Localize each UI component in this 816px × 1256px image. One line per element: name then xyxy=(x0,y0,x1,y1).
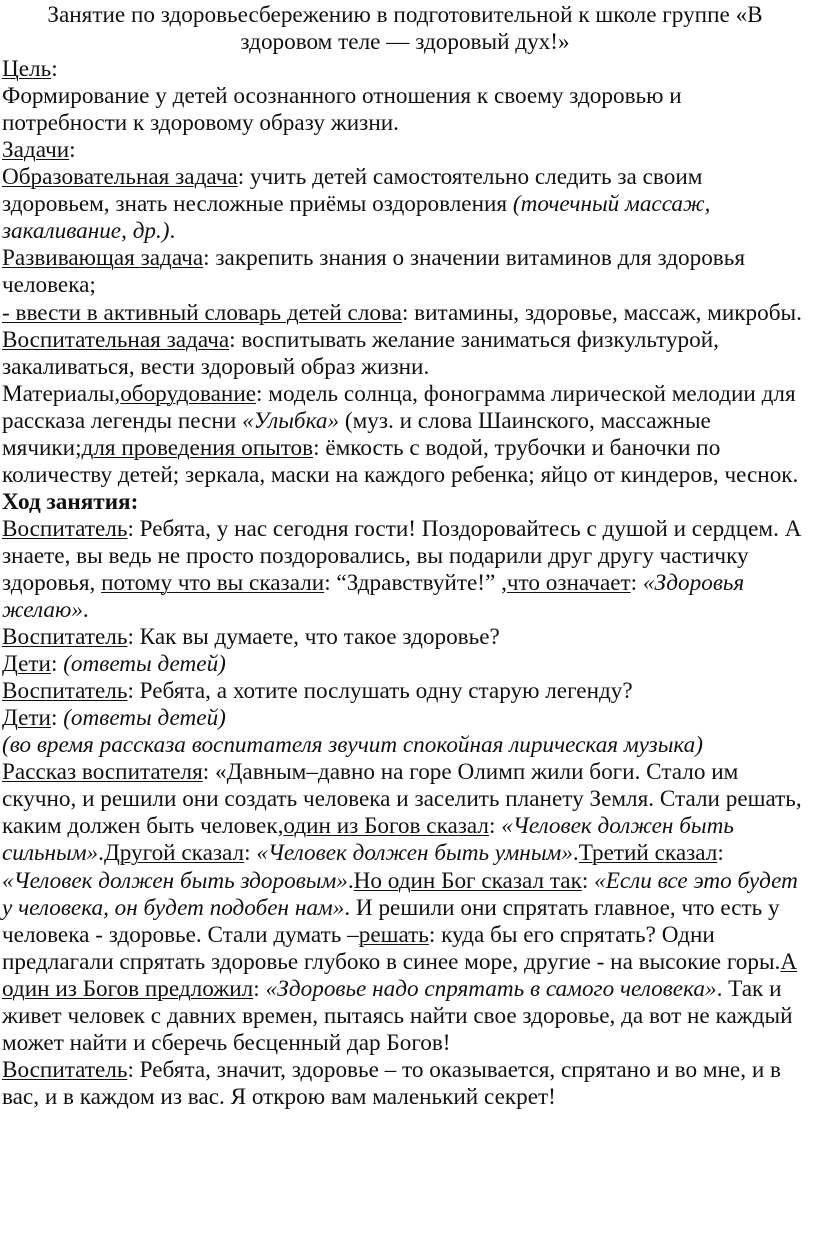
speaker-children: Дети xyxy=(2,651,51,678)
quote-like-us: «Если все это будет у человека, он будет подобен нам» xyxy=(2,867,798,921)
teacher-line-1-greeting: : “Здравствуйте!” , xyxy=(324,569,507,596)
one-god-proposed: А один из Богов предложил xyxy=(2,948,798,1002)
tasks-label: Задачи xyxy=(2,137,70,164)
another-said: Другой сказал xyxy=(103,840,245,867)
speaker-children: Дети xyxy=(2,705,51,732)
story-paragraph: Рассказ воспитателя: «Давным–давно на горе Олимп жили боги. Стало им скучно, и решили они создать человека и заселить планету Земля. Стали решать, каким должен быть человек,один из Богов сказал: «Человек должен быть сильным».Другой сказал: «Человек должен быть умным».Третий сказал: «Человек должен быть здоровым».Но один Бог сказал так: «Если все это будет у человека, он будет подобен нам». И решили они спрятать главное, что есть у человека - здоровье. Стали думать –решать: куда бы его спрятать? Одни предлагали спрятать здоровье глубоко в синее море, другие - на высокие горы.А один из Богов предложил: «Здоровье надо спрятать в самого человека». Так и живет человек с давних времен, пытаясь найти свое здоровье, да вот не каждый может найти и сберечь бесценный дар Богов! xyxy=(2,759,802,1056)
upbringing-task-label: Воспитательная задача xyxy=(2,326,230,353)
children-line-1: Дети: (ответы детей) xyxy=(2,651,226,678)
teacher-line-1-colon: : xyxy=(630,569,643,596)
story-text-3: : куда бы его спрятать? Одни предлагали спрятать здоровье глубоко в синее море, другие - на высокие горы. xyxy=(2,921,781,975)
developmental-task-label: Развивающая задача xyxy=(2,245,204,272)
speaker-teacher: Воспитатель xyxy=(2,624,128,651)
goal-heading: Цель: xyxy=(2,56,58,83)
goal-text: Формирование у детей осознанного отношения к своему здоровью и потребности к здоровому образу жизни. xyxy=(2,83,682,137)
educational-task-label: Образовательная задача xyxy=(2,164,238,191)
teacher-line-3 xyxy=(2,678,808,705)
story-text-4: . Так и живет человек с давних времен, пытаясь найти свое здоровье, да вот не каждый может найти и сберечь бесценный дар Богов! xyxy=(2,975,793,1056)
equipment-label: оборудование xyxy=(120,380,257,407)
teacher-line-3-text: : Ребята, а хотите послушать одну старую легенду? xyxy=(127,678,633,705)
upbringing-task xyxy=(2,327,808,381)
decide-word: решать xyxy=(358,921,429,948)
educational-task-text: : учить детей самостоятельно следить за своим здоровьем, знать несложные приёмы оздоровления xyxy=(2,164,703,218)
teacher-line-2-text: : Как вы думаете, что такое здоровье? xyxy=(127,624,500,651)
developmental-task-text: : закрепить знания о значении витаминов для здоровья человека; xyxy=(2,245,745,299)
experiments-label: для проведения опытов xyxy=(81,434,314,461)
speaker-teacher: Воспитатель xyxy=(2,678,128,705)
developmental-task xyxy=(2,245,808,299)
materials-paragraph xyxy=(2,381,808,489)
but-one-said: Но один Бог сказал так xyxy=(353,867,582,894)
children-answer: (ответы детей) xyxy=(63,705,226,732)
materials-text-3: : ёмкость с водой, трубочки и баночки по количеству детей; зеркала, маски на каждого ребенка; яйцо от киндеров, чеснок. xyxy=(2,434,799,488)
children-answer: (ответы детей) xyxy=(63,651,226,678)
teacher-line-4-text: : Ребята, значит, здоровье – то оказывается, спрятано и во мне, и в вас, и в каждом из вас. Я открою вам маленький секрет! xyxy=(2,1056,781,1110)
teacher-line-1-quote: «Здоровья желаю» xyxy=(2,569,745,624)
teacher-line-1-text: : Ребята, у нас сегодня гости! Поздоровайтесь с душой и сердцем. А знаете, вы ведь не просто поздоровались, вы подарили друг другу частичку здоровья, xyxy=(2,515,802,596)
teacher-line-1 xyxy=(2,516,808,624)
song-title: «Улыбка» xyxy=(242,407,340,434)
story-text-1: : «Давным–давно на горе Олимп жили боги. Стало им скучно, и решили они создать человека и заселить планету Земля. Стали решать, каким должен быть человек, xyxy=(2,759,802,840)
teacher-line-1-end: . xyxy=(82,597,89,624)
music-note: (во время рассказа воспитателя звучит спокойная лирическая музыка) xyxy=(2,732,703,759)
document-title: Занятие по здоровьесбережению в подготовительной к школе группе «В здоровом теле — здоровый дух!» xyxy=(47,2,763,56)
one-god-said: один из Богов сказал xyxy=(283,813,489,840)
teacher-line-2 xyxy=(2,624,808,651)
teacher-line-1-means: что означает xyxy=(506,569,631,596)
educational-task-examples: (точечный массаж, закаливание, др.) xyxy=(2,191,711,245)
materials-text-2: (муз. и слова Шаинского, массажные мячики; xyxy=(2,407,711,461)
vocabulary-task xyxy=(2,300,808,327)
quote-healthy: «Человек должен быть здоровым» xyxy=(2,867,348,894)
vocabulary-task-text: : витамины, здоровье, массаж, микробы. xyxy=(401,299,802,326)
quote-hide-in-human: «Здоровье надо спрятать в самого человека» xyxy=(265,975,717,1002)
teacher-line-1-underlined: потому что вы сказали xyxy=(101,569,325,596)
educational-task: Образовательная задача: учить детей самостоятельно следить за своим здоровьем, знать несложные приёмы оздоровления (точечный массаж, закаливание, др.). xyxy=(2,164,711,245)
third-said: Третий сказал xyxy=(578,840,718,867)
goal-label: Цель xyxy=(2,56,52,83)
quote-smart: «Человек должен быть умным» xyxy=(256,840,573,867)
story-text-2: . И решили они спрятать главное, что есть у человека - здоровье. Стали думать – xyxy=(2,894,780,948)
vocabulary-task-label: - ввести в активный словарь детей слова xyxy=(2,299,402,326)
course-heading: Ход занятия: xyxy=(2,488,139,515)
speaker-teacher: Воспитатель xyxy=(2,1056,128,1083)
story-label: Рассказ воспитателя xyxy=(2,759,203,786)
children-line-2: Дети: (ответы детей) xyxy=(2,705,226,732)
quote-strong: «Человек должен быть сильным» xyxy=(2,813,734,867)
speaker-teacher: Воспитатель xyxy=(2,515,128,542)
materials-prefix: Материалы, xyxy=(2,380,121,407)
upbringing-task-text: : воспитывать желание заниматься физкультурой, закаливаться, вести здоровый образ жизни. xyxy=(2,326,719,380)
materials-text-1: : модель солнца, фонограмма лирической мелодии для рассказа легенды песни xyxy=(2,380,796,434)
teacher-line-4 xyxy=(2,1057,808,1111)
tasks-heading: Задачи: xyxy=(2,137,76,164)
